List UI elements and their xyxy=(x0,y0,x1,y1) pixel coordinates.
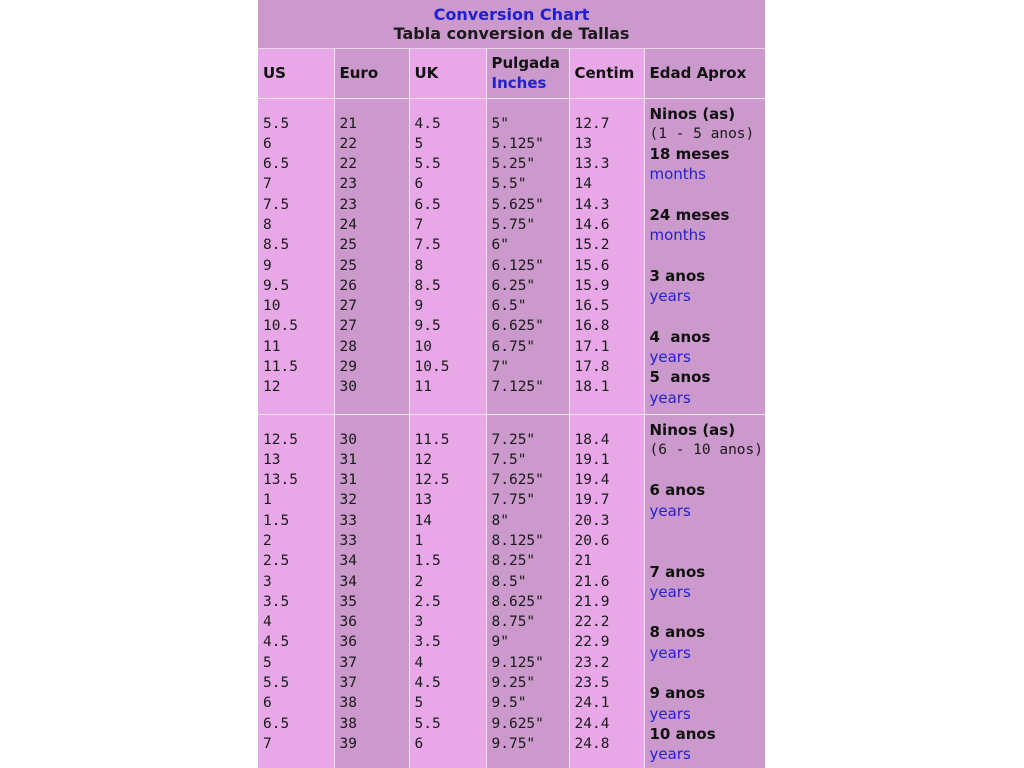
uk-value: 6.5 xyxy=(414,196,441,213)
euro-value: 21 xyxy=(339,115,357,132)
header-euro: Euro xyxy=(334,48,409,98)
uk-value: 6 xyxy=(414,735,424,752)
us-value: 11 xyxy=(263,338,281,355)
inches-value: 5.125" xyxy=(491,135,544,152)
age-label: 18 meses xyxy=(649,145,730,164)
inches-value: 7.625" xyxy=(491,472,544,489)
age-label xyxy=(650,602,766,622)
age-label: years xyxy=(649,501,691,520)
inches-value: 8.625" xyxy=(491,593,544,610)
us-value: 13 xyxy=(263,451,281,468)
euro-value: 38 xyxy=(339,715,357,732)
centim-column xyxy=(569,414,644,768)
us-value: 12 xyxy=(263,379,281,396)
age-label: years xyxy=(649,582,691,601)
uk-value: 4 xyxy=(414,654,424,671)
uk-value: 4.5 xyxy=(414,675,441,692)
centim-value: 21.9 xyxy=(574,593,610,610)
uk-value: 9.5 xyxy=(414,318,441,335)
us-value: 3.5 xyxy=(263,593,290,610)
header-us: US xyxy=(258,48,334,98)
us-value: 7 xyxy=(263,735,272,752)
centim-value: 19.4 xyxy=(574,472,610,489)
age-label: Ninos (as) xyxy=(649,420,736,439)
centim-value: 17.1 xyxy=(574,338,610,355)
centim-value: 22.2 xyxy=(574,614,610,631)
centim-value: 23.5 xyxy=(574,675,610,692)
chart-subtitle: Tabla conversion de Tallas xyxy=(393,24,630,43)
uk-value: 5.5 xyxy=(414,715,441,732)
centim-value: 14 xyxy=(574,176,592,193)
centim-value: 14.3 xyxy=(574,196,610,213)
inches-value: 6.5" xyxy=(491,298,527,315)
centim-column xyxy=(569,98,644,414)
us-value: 6 xyxy=(263,695,272,712)
age-label: years xyxy=(649,287,691,306)
inches-value: 5.25" xyxy=(491,156,536,173)
centim-value: 15.9 xyxy=(574,277,610,294)
inches-value: 9.25" xyxy=(491,675,536,692)
us-value: 5 xyxy=(263,654,272,671)
age-label: years xyxy=(649,388,691,407)
uk-value: 1.5 xyxy=(414,553,441,570)
age-label xyxy=(650,521,766,541)
header-centim: Centim xyxy=(569,48,644,98)
us-value: 2 xyxy=(263,532,272,549)
age-column xyxy=(644,98,765,414)
title-row xyxy=(258,0,765,48)
us-value: 7 xyxy=(263,176,272,193)
euro-value: 36 xyxy=(339,634,357,651)
euro-value: 31 xyxy=(339,451,357,468)
euro-value: 28 xyxy=(339,338,357,355)
inches-value: 7.75" xyxy=(491,492,536,509)
age-label xyxy=(650,246,766,266)
inches-value: 5.625" xyxy=(491,196,544,213)
age-label: 6 anos xyxy=(649,481,706,500)
inches-value: 5.5" xyxy=(491,176,527,193)
us-value: 10.5 xyxy=(263,318,298,335)
us-value: 9.5 xyxy=(263,277,290,294)
age-label: years xyxy=(649,745,691,764)
inches-column xyxy=(486,98,569,414)
inches-value: 9.625" xyxy=(491,715,544,732)
centim-value: 21 xyxy=(574,553,592,570)
inches-value: 6.125" xyxy=(491,257,544,274)
size-conversion-table xyxy=(258,0,765,768)
age-label: Ninos (as) xyxy=(649,104,736,123)
centim-value: 14.6 xyxy=(574,216,610,233)
us-value: 2.5 xyxy=(263,553,290,570)
us-value: 5.5 xyxy=(263,675,290,692)
euro-value: 39 xyxy=(339,735,357,752)
chart-title: Conversion Chart xyxy=(433,5,590,24)
euro-value: 38 xyxy=(339,695,357,712)
uk-value: 7 xyxy=(414,216,424,233)
uk-value: 8.5 xyxy=(414,277,441,294)
euro-value: 27 xyxy=(339,318,357,335)
euro-value: 30 xyxy=(339,431,357,448)
euro-value: 25 xyxy=(339,257,357,274)
age-label: months xyxy=(649,226,706,245)
uk-value: 3 xyxy=(414,614,424,631)
uk-value: 2.5 xyxy=(414,593,441,610)
age-label: 7 anos xyxy=(649,562,706,581)
inches-value: 8.25" xyxy=(491,553,536,570)
centim-value: 15.6 xyxy=(574,257,610,274)
uk-column xyxy=(409,98,486,414)
euro-value: 32 xyxy=(339,492,357,509)
age-label: 9 anos xyxy=(649,684,706,703)
euro-value: 24 xyxy=(339,216,357,233)
inches-value: 7.5" xyxy=(491,451,527,468)
centim-value: 24.4 xyxy=(574,715,610,732)
us-value: 3 xyxy=(263,573,272,590)
us-value: 6.5 xyxy=(263,156,290,173)
age-column xyxy=(644,414,765,768)
age-label: 4 anos xyxy=(649,327,711,346)
us-value: 4.5 xyxy=(263,634,290,651)
centim-value: 19.1 xyxy=(574,451,610,468)
us-value: 10 xyxy=(263,298,281,315)
uk-value: 7.5 xyxy=(414,237,441,254)
uk-value: 2 xyxy=(414,573,424,590)
inches-value: 9.125" xyxy=(491,654,544,671)
uk-value: 5.5 xyxy=(414,156,441,173)
centim-value: 15.2 xyxy=(574,237,610,254)
centim-value: 13 xyxy=(574,135,592,152)
size-group-2 xyxy=(258,414,765,768)
uk-value: 6 xyxy=(414,176,424,193)
inches-value: 8.5" xyxy=(491,573,527,590)
uk-value: 3.5 xyxy=(414,634,441,651)
euro-value: 34 xyxy=(339,553,357,570)
centim-value: 22.9 xyxy=(574,634,610,651)
euro-value: 25 xyxy=(339,237,357,254)
age-label: years xyxy=(649,643,691,662)
us-value: 9 xyxy=(263,257,272,274)
inches-value: 8.75" xyxy=(491,614,536,631)
inches-value: 9.5" xyxy=(491,695,527,712)
euro-value: 30 xyxy=(339,379,357,396)
euro-value: 35 xyxy=(339,593,357,610)
uk-column xyxy=(409,414,486,768)
centim-value: 21.6 xyxy=(574,573,610,590)
title-cell xyxy=(258,0,765,48)
euro-value: 22 xyxy=(339,135,357,152)
inches-value: 6.75" xyxy=(491,338,536,355)
age-label xyxy=(650,663,766,683)
us-value: 13.5 xyxy=(263,472,298,489)
centim-value: 20.3 xyxy=(574,512,610,529)
inches-value: 9" xyxy=(491,634,509,651)
header-pulgada xyxy=(486,48,569,98)
inches-value: 9.75" xyxy=(491,735,536,752)
inches-column xyxy=(486,414,569,768)
inches-value: 5.75" xyxy=(491,216,536,233)
inches-value: 8.125" xyxy=(491,532,544,549)
inches-value: 7.25" xyxy=(491,431,536,448)
euro-value: 33 xyxy=(339,532,357,549)
euro-value: 27 xyxy=(339,298,357,315)
inches-value: 6" xyxy=(491,237,509,254)
us-value: 1 xyxy=(263,492,272,509)
euro-value: 34 xyxy=(339,573,357,590)
age-label: 24 meses xyxy=(649,205,730,224)
header-row xyxy=(258,48,765,98)
us-value: 7.5 xyxy=(263,196,290,213)
age-label xyxy=(650,541,766,561)
centim-value: 23.2 xyxy=(574,654,610,671)
uk-value: 5 xyxy=(414,135,424,152)
centim-value: 16.5 xyxy=(574,298,610,315)
euro-value: 26 xyxy=(339,277,357,294)
header-uk: UK xyxy=(409,48,486,98)
us-value: 5.5 xyxy=(263,115,290,132)
euro-value: 29 xyxy=(339,359,357,376)
centim-value: 18.1 xyxy=(574,379,610,396)
inches-value: 7" xyxy=(491,359,509,376)
us-value: 8.5 xyxy=(263,237,290,254)
uk-value: 4.5 xyxy=(414,115,441,132)
uk-value: 5 xyxy=(414,695,424,712)
age-label: 10 anos xyxy=(649,724,716,743)
age-label: 5 anos xyxy=(649,368,711,387)
centim-value: 13.3 xyxy=(574,156,610,173)
uk-value: 13 xyxy=(414,492,432,509)
uk-value: 9 xyxy=(414,298,424,315)
euro-value: 37 xyxy=(339,675,357,692)
us-value: 1.5 xyxy=(263,512,290,529)
us-column xyxy=(258,98,334,414)
euro-value: 22 xyxy=(339,156,357,173)
inches-value: 6.625" xyxy=(491,318,544,335)
centim-value: 18.4 xyxy=(574,431,610,448)
uk-value: 12 xyxy=(414,451,432,468)
us-column xyxy=(258,414,334,768)
header-edad: Edad Aprox xyxy=(644,48,765,98)
size-group-1 xyxy=(258,98,765,414)
uk-value: 10 xyxy=(414,338,432,355)
age-label: (1 - 5 anos) xyxy=(649,125,755,142)
age-label: years xyxy=(649,704,691,723)
inches-value: 7.125" xyxy=(491,379,544,396)
age-label xyxy=(650,306,766,326)
uk-value: 10.5 xyxy=(414,359,450,376)
uk-value: 14 xyxy=(414,512,432,529)
centim-value: 16.8 xyxy=(574,318,610,335)
us-value: 12.5 xyxy=(263,431,298,448)
us-value: 11.5 xyxy=(263,359,298,376)
age-label: (6 - 10 anos) xyxy=(649,441,763,458)
header-pulgada-label: Pulgada xyxy=(491,53,561,72)
age-label: 3 anos xyxy=(649,266,706,285)
age-label xyxy=(650,185,766,205)
euro-column xyxy=(334,98,409,414)
header-inches-label: Inches xyxy=(491,73,547,92)
us-value: 6 xyxy=(263,135,272,152)
centim-value: 20.6 xyxy=(574,532,610,549)
age-label: 8 anos xyxy=(649,623,706,642)
centim-value: 12.7 xyxy=(574,115,610,132)
uk-value: 12.5 xyxy=(414,472,450,489)
uk-value: 11.5 xyxy=(414,431,450,448)
centim-value: 17.8 xyxy=(574,359,610,376)
uk-value: 11 xyxy=(414,379,432,396)
euro-value: 23 xyxy=(339,176,357,193)
age-label: years xyxy=(649,348,691,367)
uk-value: 8 xyxy=(414,257,424,274)
euro-value: 23 xyxy=(339,196,357,213)
euro-value: 31 xyxy=(339,472,357,489)
euro-value: 37 xyxy=(339,654,357,671)
uk-value: 1 xyxy=(414,532,424,549)
inches-value: 6.25" xyxy=(491,277,536,294)
centim-value: 24.1 xyxy=(574,695,610,712)
inches-value: 8" xyxy=(491,512,509,529)
euro-column xyxy=(334,414,409,768)
centim-value: 19.7 xyxy=(574,492,610,509)
us-value: 6.5 xyxy=(263,715,290,732)
age-label: months xyxy=(649,165,706,184)
age-label xyxy=(650,460,766,480)
euro-value: 36 xyxy=(339,614,357,631)
us-value: 4 xyxy=(263,614,272,631)
euro-value: 33 xyxy=(339,512,357,529)
inches-value: 5" xyxy=(491,115,509,132)
centim-value: 24.8 xyxy=(574,735,610,752)
us-value: 8 xyxy=(263,216,272,233)
